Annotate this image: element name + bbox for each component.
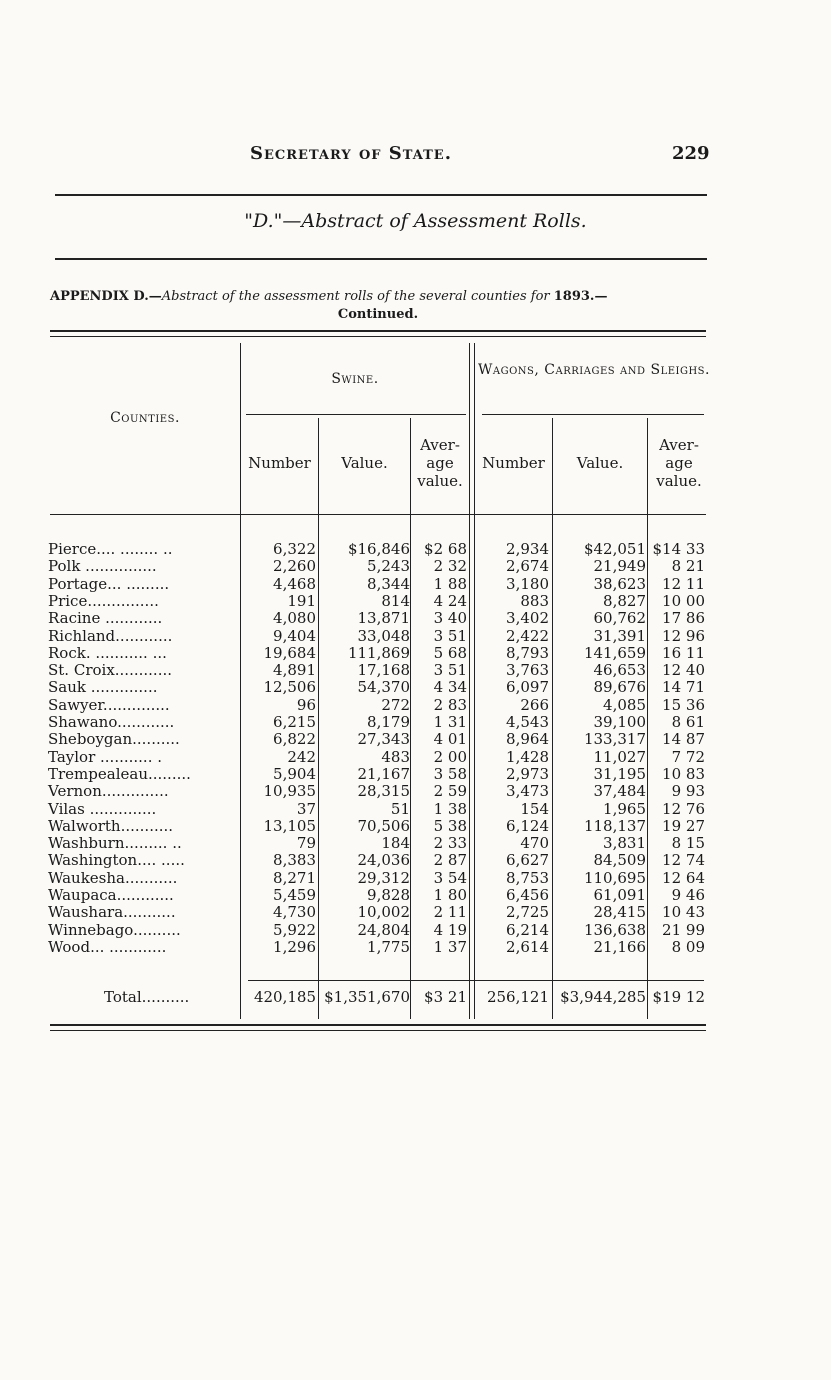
cell-wagons-number: 2,934 xyxy=(506,540,549,558)
cell-wagons-value: 21,166 xyxy=(593,937,646,956)
cell-wagons-avg: 16 11 xyxy=(662,643,705,662)
cell-wagons-avg: 7 72 xyxy=(671,747,705,766)
cell-swine-avg: 4 34 xyxy=(433,678,467,697)
table-row xyxy=(0,592,831,610)
cell-swine-number: 5,922 xyxy=(273,920,316,939)
cell-wagons-value: 1,965 xyxy=(603,799,646,818)
cell-wagons-value: 84,509 xyxy=(593,851,646,870)
table-row xyxy=(0,938,831,956)
total-swine-value: $1,351,670 xyxy=(324,988,410,1006)
cell-wagons-avg: 12 40 xyxy=(662,661,705,680)
table-row xyxy=(0,851,831,869)
table-row xyxy=(0,834,831,852)
cell-wagons-value: 3,831 xyxy=(603,834,646,853)
total-wagons-avg: $19 12 xyxy=(652,988,705,1006)
cell-wagons-avg: 10 83 xyxy=(662,764,705,783)
table-row xyxy=(0,730,831,748)
cell-wagons-avg: 10 00 xyxy=(662,591,705,610)
cell-county: Waupaca............ xyxy=(48,886,174,904)
cell-swine-number: 2,260 xyxy=(273,557,316,576)
cell-wagons-number: 2,674 xyxy=(506,557,549,576)
running-title: Secretary of State. xyxy=(250,143,452,164)
cell-wagons-value: 133,317 xyxy=(583,730,646,749)
cell-swine-avg: 5 38 xyxy=(433,816,467,835)
table-row xyxy=(0,627,831,645)
cell-wagons-avg: 8 21 xyxy=(671,557,705,576)
cell-swine-value: 21,167 xyxy=(357,764,410,783)
appendix-text: Abstract of the assessment rolls of the several counties for xyxy=(161,289,554,304)
cell-swine-value: 54,370 xyxy=(357,678,410,697)
cell-wagons-avg: 14 71 xyxy=(662,678,705,697)
cell-wagons-number: 2,422 xyxy=(506,626,549,645)
cell-wagons-value: 89,676 xyxy=(593,678,646,697)
swine-number-header: Number xyxy=(248,454,311,472)
total-swine-avg: $3 21 xyxy=(424,988,467,1006)
cell-wagons-value: 38,623 xyxy=(593,574,646,593)
cell-swine-number: 8,271 xyxy=(273,868,316,887)
cell-wagons-avg: 12 11 xyxy=(662,574,705,593)
cell-county: Vernon.............. xyxy=(48,782,169,801)
cell-swine-avg: 4 01 xyxy=(433,730,467,749)
cell-wagons-value: 31,195 xyxy=(593,764,646,783)
table-row xyxy=(0,782,831,800)
cell-swine-value: 51 xyxy=(390,799,410,818)
cell-wagons-avg: $14 33 xyxy=(652,540,705,558)
table-row xyxy=(0,609,831,627)
cell-swine-number: 8,383 xyxy=(273,851,316,870)
cell-wagons-number: 883 xyxy=(520,591,549,610)
cell-swine-value: 28,315 xyxy=(357,782,410,801)
cell-wagons-number: 6,214 xyxy=(506,920,549,939)
cell-swine-avg: 3 54 xyxy=(433,868,467,887)
cell-swine-avg: 1 88 xyxy=(433,574,467,593)
cell-swine-avg: 2 87 xyxy=(433,851,467,870)
cell-wagons-value: 118,137 xyxy=(583,816,646,835)
cell-swine-avg: 1 37 xyxy=(433,937,467,956)
cell-county: Vilas .............. xyxy=(48,799,157,818)
cell-wagons-value: 4,085 xyxy=(603,695,646,714)
wagons-group-rule xyxy=(482,414,704,415)
cell-swine-avg: 2 33 xyxy=(433,834,467,853)
cell-wagons-number: 154 xyxy=(520,799,549,818)
cell-swine-avg: 2 83 xyxy=(433,695,467,714)
cell-county: Taylor ........... . xyxy=(48,747,163,766)
cell-swine-avg: 1 80 xyxy=(433,886,467,904)
appendix-lead: APPENDIX D.— xyxy=(50,289,162,304)
cell-swine-value: 8,344 xyxy=(367,574,410,593)
cell-wagons-avg: 12 74 xyxy=(662,851,705,870)
cell-wagons-avg: 9 93 xyxy=(671,782,705,801)
cell-swine-value: 5,243 xyxy=(367,557,410,576)
table-row xyxy=(0,557,831,575)
total-swine-number: 420,185 xyxy=(253,988,316,1006)
cell-swine-number: 6,215 xyxy=(273,713,316,731)
table-row xyxy=(0,540,831,558)
cell-wagons-number: 470 xyxy=(520,834,549,853)
table-bottom-rule-2 xyxy=(50,1030,706,1031)
cell-swine-value: $16,846 xyxy=(347,540,410,558)
cell-county: Walworth........... xyxy=(48,816,174,835)
cell-county: St. Croix............ xyxy=(48,661,172,680)
cell-wagons-avg: 10 43 xyxy=(662,903,705,922)
cell-wagons-avg: 21 99 xyxy=(662,920,705,939)
counties-header: Counties. xyxy=(110,410,180,426)
table-row xyxy=(0,921,831,939)
cell-wagons-value: 61,091 xyxy=(593,886,646,904)
cell-swine-number: 37 xyxy=(296,799,316,818)
cell-wagons-value: 31,391 xyxy=(593,626,646,645)
table-row xyxy=(0,817,831,835)
table-top-rule-2 xyxy=(50,336,706,337)
cell-swine-number: 13,105 xyxy=(263,816,316,835)
appendix-year: 1893.— xyxy=(553,289,608,304)
cell-swine-number: 79 xyxy=(296,834,316,853)
cell-county: Portage... ......... xyxy=(48,574,170,593)
cell-county: Pierce.... ........ .. xyxy=(48,540,173,558)
cell-wagons-avg: 8 61 xyxy=(671,713,705,731)
cell-wagons-value: 141,659 xyxy=(583,643,646,662)
cell-wagons-value: 46,653 xyxy=(593,661,646,680)
table-row xyxy=(0,800,831,818)
cell-county: Winnebago.......... xyxy=(48,920,181,939)
cell-wagons-number: 1,428 xyxy=(506,747,549,766)
cell-wagons-value: 110,695 xyxy=(583,868,646,887)
cell-wagons-value: 37,484 xyxy=(593,782,646,801)
header-bottom-rule xyxy=(50,514,706,515)
cell-wagons-avg: 14 87 xyxy=(662,730,705,749)
cell-swine-avg: 2 32 xyxy=(433,557,467,576)
cell-county: Richland............ xyxy=(48,626,173,645)
cell-county: Sauk .............. xyxy=(48,678,158,697)
cell-swine-value: 10,002 xyxy=(357,903,410,922)
cell-county: Sawyer.............. xyxy=(48,695,170,714)
wagons-average-header: Aver- age value. xyxy=(656,436,702,490)
cell-wagons-number: 266 xyxy=(520,695,549,714)
table-row xyxy=(0,903,831,921)
total-label: Total.......... xyxy=(104,988,190,1006)
swine-average-header: Aver- age value. xyxy=(417,436,463,490)
cell-swine-number: 4,468 xyxy=(273,574,316,593)
table-bottom-rule xyxy=(50,1024,706,1026)
cell-county: Waukesha........... xyxy=(48,868,178,887)
cell-wagons-number: 6,627 xyxy=(506,851,549,870)
cell-swine-value: 33,048 xyxy=(357,626,410,645)
cell-county: Racine ............ xyxy=(48,609,163,628)
cell-county: Shawano............ xyxy=(48,713,175,731)
cell-wagons-number: 3,180 xyxy=(506,574,549,593)
cell-swine-avg: 1 31 xyxy=(433,713,467,731)
cell-wagons-number: 8,964 xyxy=(506,730,549,749)
cell-swine-avg: 3 58 xyxy=(433,764,467,783)
subtitle: "D."—Abstract of Assessment Rolls. xyxy=(244,210,587,232)
cell-swine-value: 24,804 xyxy=(357,920,410,939)
cell-swine-avg: 1 38 xyxy=(433,799,467,818)
cell-wagons-number: 6,097 xyxy=(506,678,549,697)
total-top-rule xyxy=(248,980,704,981)
cell-swine-value: 13,871 xyxy=(357,609,410,628)
cell-county: Price............... xyxy=(48,591,159,610)
page-header xyxy=(0,143,831,167)
cell-swine-avg: 4 24 xyxy=(433,591,467,610)
appendix-continued: Continued. xyxy=(337,307,419,322)
cell-county: Waushara........... xyxy=(48,903,176,922)
cell-wagons-number: 2,614 xyxy=(506,937,549,956)
table-row xyxy=(0,644,831,662)
cell-wagons-number: 8,753 xyxy=(506,868,549,887)
cell-swine-avg: 5 68 xyxy=(433,643,467,662)
cell-swine-number: 10,935 xyxy=(263,782,316,801)
cell-wagons-avg: 19 27 xyxy=(662,816,705,835)
cell-swine-value: 483 xyxy=(381,747,410,766)
cell-swine-value: 24,036 xyxy=(357,851,410,870)
wagons-value-header: Value. xyxy=(576,454,624,472)
cell-wagons-number: 8,793 xyxy=(506,643,549,662)
swine-value-header: Value. xyxy=(341,454,388,472)
table-row xyxy=(0,678,831,696)
cell-wagons-value: 11,027 xyxy=(593,747,646,766)
cell-swine-avg: 3 51 xyxy=(433,626,467,645)
cell-wagons-value: 21,949 xyxy=(593,557,646,576)
swine-group-header: Swine. xyxy=(331,371,379,387)
cell-swine-value: 9,828 xyxy=(367,886,410,904)
cell-swine-number: 5,904 xyxy=(273,764,316,783)
cell-wagons-number: 2,725 xyxy=(506,903,549,922)
swine-group-rule xyxy=(246,414,466,415)
cell-swine-value: 184 xyxy=(381,834,410,853)
cell-swine-value: 814 xyxy=(381,591,410,610)
cell-wagons-value: 28,415 xyxy=(593,903,646,922)
cell-county: Rock. ........... ... xyxy=(48,643,167,662)
cell-wagons-avg: 12 96 xyxy=(662,626,705,645)
cell-swine-avg: 4 19 xyxy=(433,920,467,939)
cell-wagons-number: 6,456 xyxy=(506,886,549,904)
cell-county: Wood... ............ xyxy=(48,937,167,956)
cell-swine-number: 4,080 xyxy=(273,609,316,628)
cell-wagons-avg: 12 76 xyxy=(662,799,705,818)
appendix-caption xyxy=(50,288,706,324)
table-row xyxy=(0,575,831,593)
cell-wagons-avg: 8 09 xyxy=(671,937,705,956)
cell-wagons-value: 60,762 xyxy=(593,609,646,628)
cell-swine-number: 6,822 xyxy=(273,730,316,749)
table-row xyxy=(0,661,831,679)
wagons-number-header: Number xyxy=(482,454,545,472)
cell-swine-value: 8,179 xyxy=(367,713,410,731)
cell-swine-number: 5,459 xyxy=(273,886,316,904)
cell-swine-value: 70,506 xyxy=(357,816,410,835)
cell-wagons-avg: 8 15 xyxy=(671,834,705,853)
cell-wagons-value: 136,638 xyxy=(583,920,646,939)
table-row xyxy=(0,765,831,783)
cell-wagons-value: 8,827 xyxy=(603,591,646,610)
cell-county: Polk ............... xyxy=(48,557,157,576)
cell-county: Trempealeau......... xyxy=(48,764,191,783)
cell-wagons-value: $42,051 xyxy=(583,540,646,558)
table-top-rule xyxy=(50,330,706,332)
cell-wagons-number: 3,763 xyxy=(506,661,549,680)
cell-wagons-number: 3,402 xyxy=(506,609,549,628)
cell-swine-number: 4,891 xyxy=(273,661,316,680)
cell-wagons-value: 39,100 xyxy=(593,713,646,731)
cell-wagons-avg: 9 46 xyxy=(671,886,705,904)
wagons-group-header: Wagons, Carriages and Sleighs. xyxy=(478,362,710,378)
cell-swine-avg: 2 59 xyxy=(433,782,467,801)
cell-wagons-avg: 15 36 xyxy=(662,695,705,714)
cell-swine-number: 4,730 xyxy=(273,903,316,922)
cell-swine-number: 9,404 xyxy=(273,626,316,645)
cell-swine-number: 1,296 xyxy=(273,937,316,956)
cell-swine-value: 272 xyxy=(381,695,410,714)
cell-swine-number: 6,322 xyxy=(273,540,316,558)
table-row xyxy=(0,886,831,904)
cell-swine-number: 96 xyxy=(296,695,316,714)
cell-wagons-avg: 17 86 xyxy=(662,609,705,628)
cell-swine-number: 242 xyxy=(287,747,316,766)
table-row xyxy=(0,713,831,731)
cell-wagons-number: 6,124 xyxy=(506,816,549,835)
cell-swine-avg: 2 11 xyxy=(433,903,467,922)
page-number: 229 xyxy=(672,143,710,164)
total-wagons-value: $3,944,285 xyxy=(560,988,646,1006)
cell-swine-avg: 2 00 xyxy=(433,747,467,766)
cell-county: Washington.... ..... xyxy=(48,851,185,870)
cell-swine-value: 29,312 xyxy=(357,868,410,887)
subtitle-rule xyxy=(55,258,707,260)
table-row xyxy=(0,869,831,887)
cell-swine-value: 17,168 xyxy=(357,661,410,680)
table-row xyxy=(0,748,831,766)
total-wagons-number: 256,121 xyxy=(486,988,549,1006)
cell-wagons-number: 3,473 xyxy=(506,782,549,801)
table-row xyxy=(0,696,831,714)
cell-swine-value: 27,343 xyxy=(357,730,410,749)
cell-swine-avg: 3 51 xyxy=(433,661,467,680)
cell-swine-number: 191 xyxy=(287,591,316,610)
total-row xyxy=(0,988,831,1006)
cell-swine-avg: $2 68 xyxy=(424,540,467,558)
header-rule xyxy=(55,194,707,196)
cell-swine-number: 19,684 xyxy=(263,643,316,662)
cell-swine-value: 1,775 xyxy=(367,937,410,956)
cell-county: Sheboygan.......... xyxy=(48,730,180,749)
cell-swine-avg: 3 40 xyxy=(433,609,467,628)
cell-swine-number: 12,506 xyxy=(263,678,316,697)
cell-wagons-avg: 12 64 xyxy=(662,868,705,887)
cell-wagons-number: 4,543 xyxy=(506,713,549,731)
cell-county: Washburn......... .. xyxy=(48,834,182,853)
cell-wagons-number: 2,973 xyxy=(506,764,549,783)
cell-swine-value: 111,869 xyxy=(347,643,410,662)
